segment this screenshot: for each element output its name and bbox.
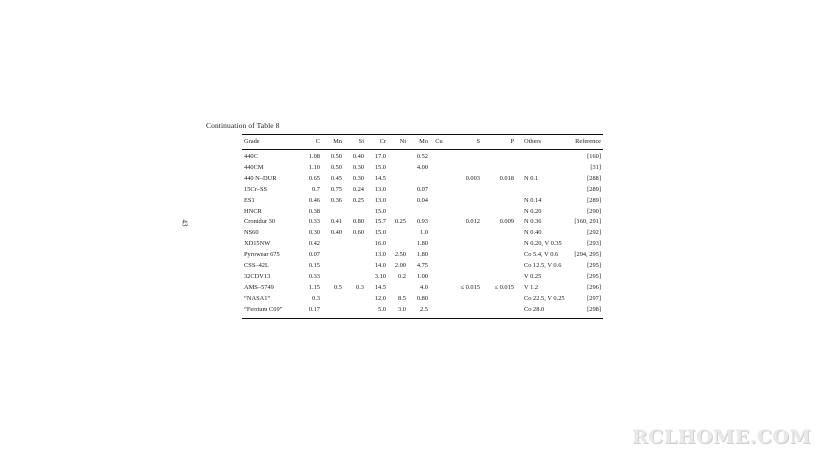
- cell-grade: 15Cr–SS: [244, 185, 268, 193]
- cell-grade: 440C: [244, 153, 258, 160]
- column-header-s: S: [448, 135, 482, 150]
- cell-s: [448, 228, 482, 239]
- cell-c: 0.65: [308, 174, 320, 182]
- cell-s: [448, 163, 482, 174]
- column-header-mn: Mn: [322, 135, 344, 150]
- cell-si: 0.24: [352, 185, 364, 193]
- cell-si: [344, 239, 366, 250]
- cell-c: 0.7: [312, 185, 320, 193]
- cell-grade: CSS–42L: [244, 262, 269, 270]
- cell-cr: 16.0: [374, 240, 386, 248]
- cell-c: 1.10: [308, 163, 320, 171]
- cell-p: 0.009: [499, 218, 514, 226]
- cell-cr: 5.0: [378, 305, 386, 313]
- cell-c: 1.15: [308, 283, 320, 291]
- cell-p: [482, 196, 516, 207]
- cell-reference: [288]: [587, 174, 601, 182]
- cell-mo: 1.00: [416, 272, 428, 280]
- cell-c: 0.38: [308, 207, 320, 215]
- cell-cu: [430, 294, 448, 305]
- cell-cr: 15.0: [374, 163, 386, 171]
- table-row: [242, 174, 603, 185]
- cell-s: 0.012: [465, 218, 480, 226]
- cell-reference: [292]: [587, 229, 601, 237]
- cell-mn: 0.50: [330, 163, 342, 171]
- cell-grade: 440CM: [244, 163, 264, 171]
- cell-mn: 0.5: [334, 283, 342, 291]
- cell-reference: [289]: [587, 185, 601, 193]
- table-row: [242, 150, 603, 163]
- cell-mo: 4.00: [416, 163, 428, 171]
- cell-mo: [408, 207, 430, 218]
- cell-reference: [297]: [587, 294, 601, 302]
- cell-mn: 0.75: [330, 185, 342, 193]
- cell-si: 0.25: [352, 196, 364, 204]
- cell-cu: [430, 228, 448, 239]
- cell-cr: 14.5: [374, 174, 386, 182]
- table-row: [242, 294, 603, 305]
- cell-ni: [388, 196, 408, 207]
- cell-reference: [295]: [587, 262, 601, 270]
- cell-others: [516, 163, 570, 174]
- cell-p: [482, 250, 516, 261]
- cell-p: [482, 305, 516, 318]
- cell-others: Co 22.5, V 0.25: [524, 294, 565, 302]
- cell-s: [448, 250, 482, 261]
- cell-cu: [430, 163, 448, 174]
- cell-p: ≤ 0.015: [494, 283, 514, 291]
- cell-ni: [388, 163, 408, 174]
- cell-cu: [430, 305, 448, 318]
- cell-others: N 0.40: [524, 229, 542, 237]
- cell-cr: 13.0: [374, 251, 386, 259]
- cell-grade: HNCR: [244, 207, 262, 215]
- cell-others: V 0.25: [524, 272, 542, 280]
- table-row: [242, 250, 603, 261]
- table-row: [242, 217, 603, 228]
- table-row: [242, 261, 603, 272]
- cell-p: [482, 272, 516, 283]
- cell-grade: “NASA1”: [244, 294, 271, 302]
- cell-others: [516, 185, 570, 196]
- cell-mn: 0.40: [330, 229, 342, 237]
- table-row: [242, 185, 603, 196]
- cell-grade: AMS–5749: [244, 283, 274, 291]
- cell-grade: 440 N–DUR: [244, 174, 277, 182]
- cell-grade: ES1: [244, 196, 255, 204]
- cell-s: 0.003: [465, 174, 480, 182]
- cell-ni: 0.25: [394, 218, 406, 226]
- cell-cu: [430, 283, 448, 294]
- table-caption: Continuation of Table 8: [206, 121, 280, 130]
- cell-p: [482, 185, 516, 196]
- cell-c: 0.46: [308, 196, 320, 204]
- cell-s: [448, 239, 482, 250]
- cell-others: N 0.14: [524, 196, 542, 204]
- column-header-grade: Grade: [242, 135, 298, 150]
- table-row: [242, 163, 603, 174]
- cell-cr: 14.5: [374, 283, 386, 291]
- table-row: [242, 272, 603, 283]
- cell-ni: 8.5: [398, 294, 406, 302]
- cell-mn: [322, 261, 344, 272]
- cell-others: N 0.20, V 0.35: [524, 240, 562, 248]
- cell-mo: 1.80: [416, 240, 428, 248]
- cell-mn: [322, 239, 344, 250]
- cell-others: Co 5.4, V 0.6: [524, 251, 559, 259]
- cell-reference: [294, 295]: [574, 251, 601, 259]
- cell-grade: Cronidur 30: [244, 218, 276, 226]
- table-row: [242, 196, 603, 207]
- cell-mn: 0.50: [330, 153, 342, 160]
- cell-ni: [388, 174, 408, 185]
- cell-cu: [430, 185, 448, 196]
- cell-c: 0.07: [308, 251, 320, 259]
- cell-ni: [388, 185, 408, 196]
- cell-mn: [322, 305, 344, 318]
- cell-cr: 14.0: [374, 262, 386, 270]
- cell-others: Co 28.0: [524, 305, 545, 313]
- table-row: [242, 228, 603, 239]
- cell-si: [344, 261, 366, 272]
- cell-others: Co 12.5, V 0.6: [524, 262, 562, 270]
- cell-grade: 32CDV13: [244, 272, 271, 280]
- column-header-p: P: [482, 135, 516, 150]
- cell-mo: 0.80: [416, 294, 428, 302]
- cell-others: N 0.36: [524, 218, 542, 226]
- cell-grade: Pyrowear 675: [244, 251, 280, 259]
- table-row: [242, 239, 603, 250]
- cell-s: ≤ 0.015: [460, 283, 480, 291]
- cell-p: 0.018: [499, 174, 514, 182]
- cell-mo: 4.0: [420, 283, 428, 291]
- cell-si: 0.80: [352, 218, 364, 226]
- cell-ni: 0.2: [398, 272, 406, 280]
- cell-mo: 1.80: [416, 251, 428, 259]
- cell-p: [482, 228, 516, 239]
- cell-others: N 0.1: [524, 174, 539, 182]
- cell-s: [448, 185, 482, 196]
- cell-ni: 2.50: [394, 251, 406, 259]
- cell-mo: 0.07: [416, 185, 428, 193]
- page-number: 43: [180, 219, 189, 227]
- cell-si: 0.30: [352, 174, 364, 182]
- cell-mo: 0.04: [416, 196, 428, 204]
- cell-p: [482, 261, 516, 272]
- cell-mo: 0.52: [416, 153, 428, 160]
- cell-cr: 13.0: [374, 196, 386, 204]
- cell-mo: 0.93: [416, 218, 428, 226]
- column-header-cu: Cu: [430, 135, 448, 150]
- cell-mn: [322, 207, 344, 218]
- cell-cr: 17.0: [374, 153, 386, 160]
- cell-s: [448, 305, 482, 318]
- cell-ni: [388, 150, 408, 163]
- cell-si: 0.40: [352, 153, 364, 160]
- cell-mn: 0.36: [330, 196, 342, 204]
- table-row: [242, 207, 603, 218]
- cell-others: V 1.2: [524, 283, 539, 291]
- cell-s: [448, 272, 482, 283]
- cell-cu: [430, 174, 448, 185]
- cell-p: [482, 150, 516, 163]
- cell-s: [448, 294, 482, 305]
- table-body: [242, 150, 603, 319]
- column-header-reference: Reference: [570, 135, 603, 150]
- cell-reference: [160]: [587, 153, 601, 160]
- column-header-si: Si: [344, 135, 366, 150]
- cell-reference: [289]: [587, 196, 601, 204]
- cell-reference: [31]: [590, 163, 601, 171]
- cell-cu: [430, 196, 448, 207]
- cell-cu: [430, 217, 448, 228]
- cell-p: [482, 207, 516, 218]
- cell-cu: [430, 150, 448, 163]
- cell-reference: [290]: [587, 207, 601, 215]
- cell-c: 0.15: [308, 262, 320, 270]
- cell-reference: [295]: [587, 272, 601, 280]
- watermark: RCLHOME.COM: [631, 426, 811, 448]
- cell-c: 0.42: [308, 240, 320, 248]
- table-row: [242, 305, 603, 318]
- cell-si: 0.60: [352, 229, 364, 237]
- table-header-row: [242, 135, 603, 150]
- cell-ni: [388, 239, 408, 250]
- cell-cr: 15.7: [374, 218, 386, 226]
- cell-cu: [430, 250, 448, 261]
- cell-c: 1.08: [308, 153, 320, 160]
- cell-mo: 1.0: [420, 229, 428, 237]
- cell-ni: [388, 283, 408, 294]
- cell-cr: 13.0: [374, 185, 386, 193]
- cell-p: [482, 239, 516, 250]
- cell-si: 0.30: [352, 163, 364, 171]
- cell-c: 0.3: [312, 294, 320, 302]
- column-header-ni: Ni: [388, 135, 408, 150]
- cell-ni: 2.00: [394, 262, 406, 270]
- cell-mo: 2.5: [420, 305, 428, 313]
- cell-si: 0.3: [356, 283, 364, 291]
- composition-table: [242, 134, 603, 319]
- cell-mn: [322, 294, 344, 305]
- cell-cr: 15.0: [374, 229, 386, 237]
- cell-reference: [160, 291]: [574, 218, 601, 226]
- cell-cu: [430, 207, 448, 218]
- cell-si: [344, 294, 366, 305]
- cell-s: [448, 207, 482, 218]
- cell-si: [344, 250, 366, 261]
- cell-mo: 4.75: [416, 262, 428, 270]
- cell-c: 0.33: [308, 218, 320, 226]
- cell-ni: [388, 228, 408, 239]
- cell-p: [482, 163, 516, 174]
- column-header-c: C: [298, 135, 322, 150]
- cell-others: [516, 150, 570, 163]
- cell-reference: [298]: [587, 305, 601, 313]
- cell-c: 0.33: [308, 272, 320, 280]
- cell-mn: 0.41: [330, 218, 342, 226]
- cell-reference: [296]: [587, 283, 601, 291]
- cell-c: 0.17: [308, 305, 320, 313]
- cell-mn: [322, 250, 344, 261]
- table-row: [242, 283, 603, 294]
- cell-mn: 0.45: [330, 174, 342, 182]
- cell-cr: 12.0: [374, 294, 386, 302]
- cell-cr: 3.10: [374, 272, 386, 280]
- cell-cu: [430, 272, 448, 283]
- cell-si: [344, 272, 366, 283]
- cell-grade: NS60: [244, 229, 259, 237]
- cell-cu: [430, 261, 448, 272]
- cell-s: [448, 196, 482, 207]
- cell-reference: [293]: [587, 240, 601, 248]
- cell-si: [344, 305, 366, 318]
- cell-si: [344, 207, 366, 218]
- cell-ni: 3.0: [398, 305, 406, 313]
- cell-s: [448, 261, 482, 272]
- cell-c: 0.30: [308, 229, 320, 237]
- cell-mn: [322, 272, 344, 283]
- cell-grade: “Ferrium C69”: [244, 305, 283, 313]
- cell-mo: [408, 174, 430, 185]
- cell-ni: [388, 207, 408, 218]
- cell-others: N 0.20: [524, 207, 542, 215]
- cell-p: [482, 294, 516, 305]
- column-header-cr: Cr: [366, 135, 388, 150]
- cell-grade: XD15NW: [244, 240, 271, 248]
- cell-cu: [430, 239, 448, 250]
- cell-cr: 15.0: [374, 207, 386, 215]
- column-header-others: Others: [516, 135, 570, 150]
- cell-s: [448, 150, 482, 163]
- column-header-mo: Mo: [408, 135, 430, 150]
